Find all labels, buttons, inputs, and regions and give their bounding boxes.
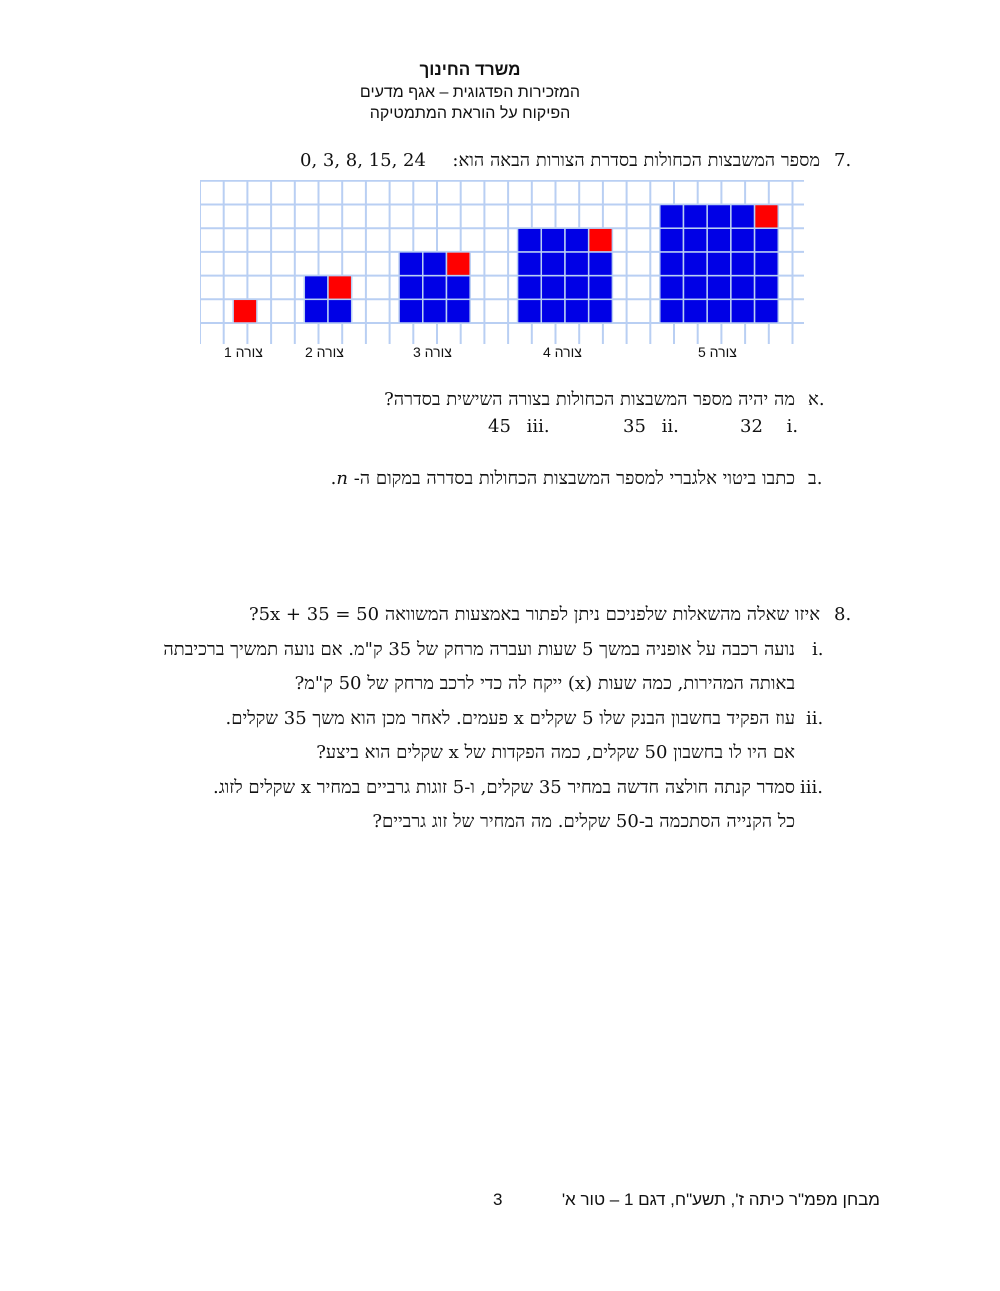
blue-square [328,299,352,323]
q8-option-iii-label: iii. [800,777,823,798]
blue-square [660,205,684,229]
square-pattern-figure [200,180,804,344]
q8-number: 8. [834,604,852,625]
blue-square [683,276,707,300]
blue-square [755,228,779,252]
blue-square [707,228,731,252]
blue-square [541,228,565,252]
blue-square [565,228,589,252]
option-a-ii-label: ii. [661,416,679,437]
figure-label-3: צורה 3 [413,344,452,360]
blue-square [565,276,589,300]
part-b-variable: n [336,468,348,489]
page-number: 3 [493,1190,503,1209]
red-square [755,205,779,229]
option-a-iii [488,416,550,437]
blue-square [518,299,542,323]
q8-equation: 5x + 35 = 50 [258,604,380,625]
blue-square [707,252,731,276]
q8-option-ii-label: ii. [806,708,824,729]
blue-square [518,276,542,300]
blue-square [541,299,565,323]
red-square [446,252,470,276]
part-b-text: כתבו ביטוי אלגברי למספר המשבצות הכחולות בסדרה במקום ה- [353,468,795,489]
part-b-letter: ב. [808,468,823,489]
q7-sequence: 0, 3, 8, 15, 24 [300,150,426,171]
blue-square [446,299,470,323]
blue-square [660,276,684,300]
blue-square [707,205,731,229]
blue-square [731,299,755,323]
blue-square [446,276,470,300]
footer-exam-title: מבחן מפמ"ר כיתה ז', תשע"ח, דגם 1 – טור א' [561,1190,880,1209]
blue-square [731,252,755,276]
blue-square [683,299,707,323]
option-a-iii-value: 45 [488,416,511,437]
blue-square [565,252,589,276]
q8-line [249,604,820,625]
blue-square [399,299,423,323]
figure-label-2: צורה 2 [305,344,344,360]
option-a-ii [623,416,679,437]
option-a-iii-label: iii. [526,416,550,437]
blue-square [589,299,613,323]
blue-square [660,299,684,323]
part-b-line [331,468,795,489]
figure-label-5: צורה 5 [698,344,737,360]
q8-option-ii-line1: עוז הפקיד בחשבון הבנק שלו 5 שקלים x פעמים. לאחר מכן הוא משך 35 שקלים. [225,708,795,729]
blue-square [399,252,423,276]
blue-square [423,252,447,276]
blue-square [660,228,684,252]
part-a-text: מה יהיה מספר המשבצות הכחולות בצורה השישית בסדרה? [384,389,795,410]
blue-square [707,299,731,323]
blue-square [304,299,328,323]
red-square [328,276,352,300]
q8-option-iii-line2: כל הקנייה הסתכמה ב-50 שקלים. מה המחיר של זוג גרביים? [372,811,795,832]
blue-square [541,276,565,300]
blue-square [304,276,328,300]
q8-option-i-line2: באותה המהירות, כמה שעות (x) ייקח לה כדי לרכב מרחק של 50 ק"מ? [294,673,795,694]
blue-square [565,299,589,323]
blue-square [683,205,707,229]
blue-square [683,228,707,252]
blue-square [589,276,613,300]
figure-label-4: צורה 4 [543,344,582,360]
blue-square [589,252,613,276]
q8-text: איזו שאלה מהשאלות שלפניכם ניתן לפתור באמצעות המשוואה [384,604,820,625]
blue-square [707,276,731,300]
option-a-ii-value: 35 [623,416,646,437]
q7-text: מספר המשבצות הכחולות בסדרת הצורות הבאה הוא: [452,150,820,171]
option-a-i-label: i. [786,416,799,437]
blue-square [660,252,684,276]
blue-square [518,228,542,252]
q8-option-i-label: i. [812,639,824,660]
figure-grid [200,180,804,348]
q8-qmark: ? [248,604,259,625]
blue-square [683,252,707,276]
secretariat-title: המזכירות הפדגוגית – אגף מדעים [359,84,581,101]
blue-square [755,276,779,300]
part-b-end: . [330,468,337,489]
ministry-title: משרד החינוך [419,60,521,79]
blue-square [423,299,447,323]
red-square [589,228,613,252]
option-a-i-value: 32 [740,416,763,437]
blue-square [399,276,423,300]
blue-square [731,276,755,300]
red-square [233,299,257,323]
supervision-title: הפיקוח על הוראת המתמטיקה [369,105,571,122]
q8-option-iii-line1: סמדר קנתה חולצה חדשה במחיר 35 שקלים, ו-5 זוגות גרביים במחיר x שקלים לזוג. [212,777,795,798]
q8-option-i-line1: נועה רכבה על אופניה במשך 5 שעות ועברה מרחק של 35 ק"מ. אם נועה תמשיך ברכיבתה [163,639,795,660]
blue-square [755,252,779,276]
figure-label-1: צורה 1 [224,344,263,360]
part-a-letter: א. [808,389,825,410]
blue-square [731,228,755,252]
blue-square [518,252,542,276]
q8-option-ii-line2: אם היו לו בחשבון 50 שקלים, כמה הפקדות של x שקלים הוא ביצע? [316,742,795,763]
blue-square [731,205,755,229]
blue-square [755,299,779,323]
blue-square [541,252,565,276]
q7-number: 7. [834,150,852,171]
option-a-i [740,416,798,437]
blue-square [423,276,447,300]
